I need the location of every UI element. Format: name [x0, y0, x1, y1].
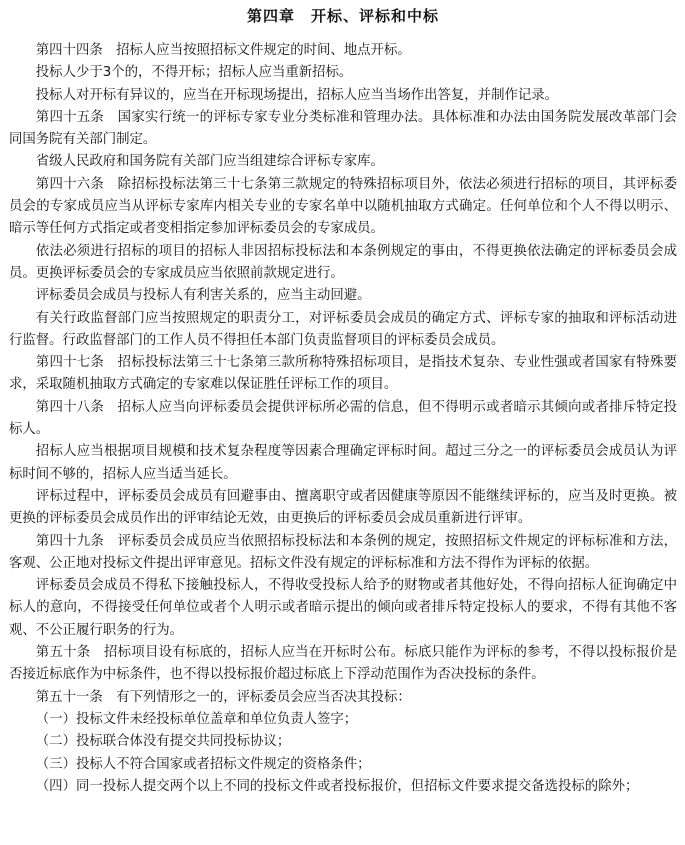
- paragraph: 评标委员会成员不得私下接触投标人，不得收受投标人给予的财物或者其他好处，不得向招标人征询确定中标人的意向，不得接受任何单位或者个人明示或者暗示提出的倾向或者排斥特定投标人的要求，不得有其他不客观、不公正履行职务的行为。: [9, 578, 677, 638]
- paragraph: 省级人民政府和国务院有关部门应当组建综合评标专家库。: [35, 154, 384, 170]
- document-body: [9, 40, 677, 798]
- paragraph: 有关行政监督部门应当按照规定的职责分工，对评标委员会成员的确定方式、评标专家的抽取和评标活动进行监督。行政监督部门的工作人员不得担任本部门负责监督项目的评标委员会成员。: [9, 310, 677, 348]
- list-item: （二）投标联合体没有提交共同投标协议；: [35, 734, 291, 750]
- paragraph: 第四十七条 招标投标法第三十七条第三款所称特殊招标项目，是指技术复杂、专业性强或者国家有特殊要求，采取随机抽取方式确定的专家难以保证胜任评标工作的项目。: [9, 355, 677, 393]
- paragraph: 投标人少于3个的，不得开标；招标人应当重新招标。: [35, 65, 353, 81]
- list-item: （四）同一投标人提交两个以上不同的投标文件或者投标报价，但招标文件要求提交备选投标的除外；: [35, 778, 639, 794]
- paragraph: 评标委员会成员与投标人有利害关系的，应当主动回避。: [35, 288, 371, 304]
- paragraph: 第四十九条 评标委员会成员应当依照招标投标法和本条例的规定，按照招标文件规定的评标标准和方法，客观、公正地对投标文件提出评审意见。招标文件没有规定的评标标准和方法不得作为评标的依据。: [9, 533, 677, 571]
- paragraph: 第五十条 招标项目设有标底的，招标人应当在开标时公布。标底只能作为评标的参考，不得以投标报价是否接近标底作为中标条件，也不得以投标报价超过标底上下浮动范围作为否决投标的条件。: [9, 645, 677, 683]
- paragraph: 第五十一条 有下列情形之一的，评标委员会应当否决其投标：: [35, 689, 411, 705]
- paragraph: 第四十四条 招标人应当按照招标文件规定的时间、地点开标。: [35, 43, 411, 58]
- paragraph: 第四十六条 除招标投标法第三十七条第三款规定的特殊招标项目外，依法必须进行招标的项目，其评标委员会的专家成员应当从评标专家库内相关专业的专家名单中以随机抽取方式确定。任何单位和个人不得以明示、暗示等任何方式指定或者变相指定参加评标委员会的专家成员。: [9, 176, 677, 237]
- list-item: （三）投标人不符合国家或者招标文件规定的资格条件；: [35, 756, 371, 772]
- paragraph: 依法必须进行招标的项目的招标人非因招标投标法和本条例规定的事由，不得更换依法确定的评标委员会成员。更换评标委员会的专家成员应当依照前款规定进行。: [9, 243, 677, 281]
- paragraph: 招标人应当根据项目规模和技术复杂程度等因素合理确定评标时间。超过三分之一的评标委员会成员认为评标时间不够的，招标人应当适当延长。: [9, 444, 677, 482]
- paragraph: 评标过程中，评标委员会成员有回避事由、擅离职守或者因健康等原因不能继续评标的，应当及时更换。被更换的评标委员会成员作出的评审结论无效，由更换后的评标委员会成员重新进行评审。: [9, 488, 677, 527]
- chapter-title: 第四章 开标、评标和中标: [246, 7, 439, 25]
- paragraph: 第四十五条 国家实行统一的评标专家专业分类标准和管理办法。具体标准和办法由国务院发展改革部门会同国务院有关部门制定。: [9, 109, 677, 148]
- paragraph: 投标人对开标有异议的，应当在开标现场提出，招标人应当当场作出答复，并制作记录。: [35, 87, 559, 103]
- list-item: （一）投标文件未经投标单位盖章和单位负责人签字；: [35, 711, 358, 727]
- paragraph: 第四十八条 招标人应当向评标委员会提供评标所必需的信息，但不得明示或者暗示其倾向或者排斥特定投标人。: [9, 399, 677, 438]
